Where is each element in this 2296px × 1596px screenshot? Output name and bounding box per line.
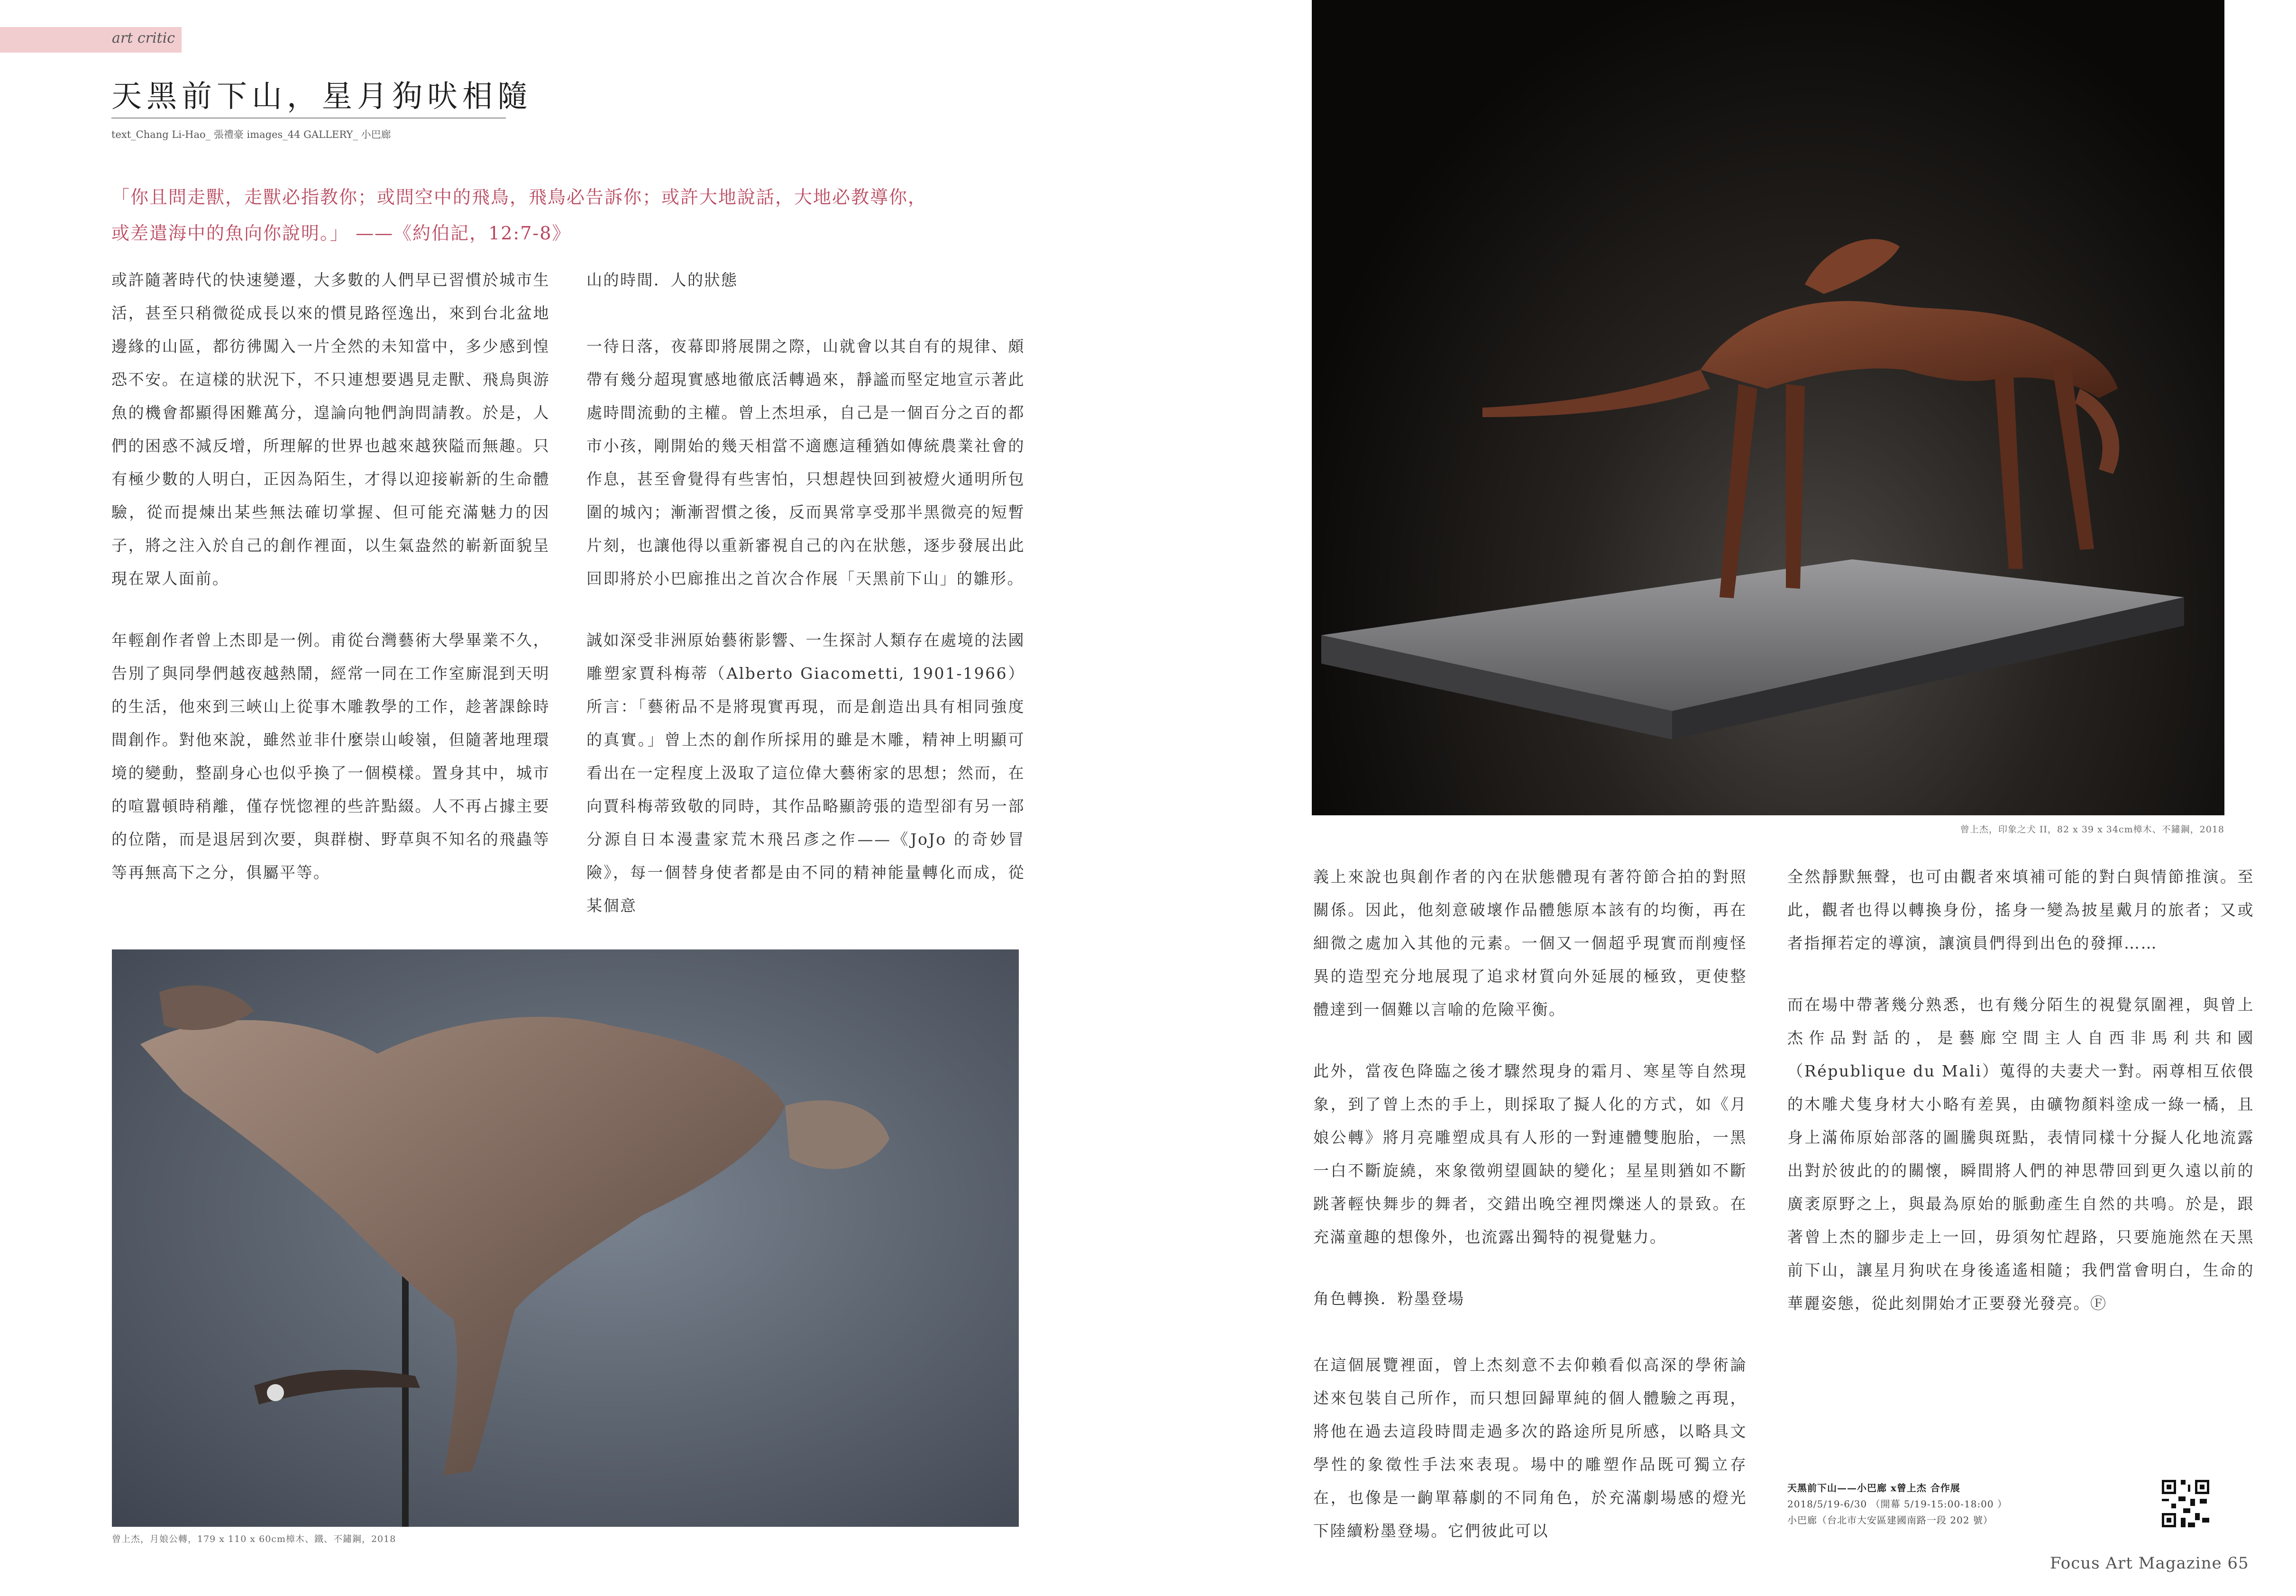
paragraph: 在這個展覽裡面，曾上杰刻意不去仰賴看似高深的學術論述來包裝自己所作，而只想回歸單純的個人體驗之再現，將他在過去這段時間走過多次的路途所見所感，以略具文學性的象徵性手法來表現。場中的雕塑作品既可獨立存在，也像是一齣單幕劇的不同角色，於充滿劇場感的燈光下陸續粉墨登場。它們彼此可以: [1313, 1356, 1747, 1540]
paragraph: 誠如深受非洲原始藝術影響、一生探討人類存在處境的法國雕塑家賈科梅蒂（Alberto Giacometti, 1901-1966）所言：「藝術品不是將現實再現，而是創造出具有相同強度的真實。」曾上杰的創作所採用的雖是木雕，精神上明顯可看出在一定程度上汲取了這位偉大藝術家的思想；然而，在向賈科梅蒂致敬的同時，其作品略顯誇張的造型卻有另一部分源自日本漫畫家荒木飛呂彥之作——《JoJo 的奇妙冒險》，每一個替身使者都是由不同的精神能量轉化而成，從某個意: [586, 631, 1025, 915]
paragraph: 全然靜默無聲，也可由觀者來填補可能的對白與情節推演。至此，觀者也得以轉換身份，搖身一變為披星戴月的旅者；又或者指揮若定的導演，讓演員們得到出色的發揮……: [1787, 867, 2254, 952]
body-column-2: [586, 264, 1025, 951]
epigraph-line-1: 「你且問走獸，走獸必指教你；或問空中的飛鳥，飛鳥必告訴你；或許大地說話，大地必教導你，: [111, 187, 927, 208]
exhibition-info: [1787, 1480, 2007, 1528]
exhibition-title: 天黑前下山——小巴廊 x曾上杰 合作展: [1787, 1482, 1960, 1494]
exhibition-dates: 2018/5/19-6/30 （開幕 5/19-15:00-18:00 ）: [1787, 1498, 2007, 1510]
epigraph: [111, 179, 1034, 251]
page-footer: Focus Art Magazine 65: [2050, 1554, 2249, 1573]
paragraph: 義上來說也與創作者的內在狀態體現有著符節合拍的對照關係。因此，他刻意破壞作品體態原本該有的均衡，再在細微之處加入其他的元素。一個又一個超乎現實而削瘦怪異的造型充分地展現了追求材質向外延展的極致，更使整體達到一個難以言喻的危險平衡。: [1313, 867, 1747, 1019]
exhibition-venue: 小巴廊（台北市大安區建國南路一段 202 號）: [1787, 1514, 1993, 1526]
sculpture-dog-illustration: [1312, 0, 2224, 815]
body-column-1: [111, 264, 550, 918]
paragraph: 一待日落，夜幕即將展開之際，山就會以其自有的規律、頗帶有幾分超現實感地徹底活轉過來，靜謐而堅定地宣示著此處時間流動的主權。曾上杰坦承，自己是一個百分之百的都市小孩，剛開始的幾天相當不適應這種猶如傳統農業社會的作息，甚至會覺得有些害怕，只想趕快回到被燈火通明所包圍的城內；漸漸習慣之後，反而異常享受那半黑微亮的短暫片刻，也讓他得以重新審視自己的內在狀態，逐步發展出此回即將於小巴廊推出之首次合作展「天黑前下山」的雛形。: [586, 337, 1025, 588]
title-divider: [111, 118, 506, 119]
subheading: 角色轉換．粉墨登場: [1313, 1289, 1465, 1308]
photo-caption-dog: 曾上杰，印象之犬 II，82 x 39 x 34cm樟木、不鏽鋼，2018: [1960, 824, 2224, 835]
photo-caption-moon: 曾上杰，月娘公轉，179 x 110 x 60cm樟木、鐵、不鏽鋼，2018: [112, 1534, 396, 1544]
qr-code-icon[interactable]: [2159, 1477, 2212, 1530]
article-credits: text_Chang Li-Hao_ 張禮豪 images_44 GALLERY_ 小巴廊: [111, 129, 391, 140]
body-column-4: [1787, 860, 2254, 1349]
body-column-3: [1313, 860, 1747, 1576]
sculpture-photo-dog: [1312, 0, 2224, 815]
article-title: 天黑前下山，星月狗吠相隨: [111, 79, 532, 114]
sculpture-photo-moon: [112, 949, 1019, 1527]
paragraph: 或許隨著時代的快速變遷，大多數的人們早已習慣於城市生活，甚至只稍微從成長以來的慣見路徑逸出，來到台北盆地邊緣的山區，都彷彿闖入一片全然的未知當中，多少感到惶恐不安。在這樣的狀況下，不只連想要遇見走獸、飛鳥與游魚的機會都顯得困難萬分，遑論向牠們詢問請教。於是，人們的困惑不減反增，所理解的世界也越來越狹隘而無趣。只有極少數的人明白，正因為陌生，才得以迎接嶄新的生命體驗，從而提煉出某些無法確切掌握、但可能充滿魅力的因子，將之注入於自己的創作裡面，以生氣盎然的嶄新面貌呈現在眾人面前。: [111, 271, 550, 588]
paragraph: 而在場中帶著幾分熟悉，也有幾分陌生的視覺氛圍裡，與曾上杰作品對話的，是藝廊空間主人自西非馬利共和國（République du Mali）蒐得的夫妻犬一對。兩尊相互依偎的木雕犬隻身材大小略有差異，由礦物顏料塗成一綠一橘，且身上滿佈原始部落的圖騰與斑點，表情同樣十分擬人化地流露出對於彼此的的關懷，瞬間將人們的神思帶回到更久遠以前的廣袤原野之上，與最為原始的脈動產生自然的共鳴。於是，跟著曾上杰的腳步走上一回，毋須匆忙趕路，只要施施然在天黑前下山，讓星月狗吠在身後遙遙相隨；我們當會明白，生命的華麗姿態，從此刻開始才正要發光發亮。Ⓕ: [1787, 995, 2254, 1313]
paragraph: 年輕創作者曾上杰即是一例。甫從台灣藝術大學畢業不久，告別了與同學們越夜越熱鬧，經常一同在工作室廝混到天明的生活，他來到三峽山上從事木雕教學的工作，趁著課餘時間創作。對他來說，雖然並非什麼崇山峻嶺，但隨著地理環境的變動，整副身心也似乎換了一個模樣。置身其中，城市的喧囂頓時稍離，僅存恍惚裡的些許點綴。人不再占據主要的位階，而是退居到次要，與群樹、野草與不知名的飛蟲等等再無高下之分，俱屬平等。: [111, 631, 550, 882]
sculpture-moon-illustration: [112, 949, 1019, 1527]
section-tag: [0, 27, 182, 53]
section-tag-label: art critic: [112, 30, 175, 46]
epigraph-line-2: 或差遣海中的魚向你說明。」 ——《約伯記，12:7-8》: [111, 223, 571, 244]
paragraph: 此外，當夜色降臨之後才驟然現身的霜月、寒星等自然現象，到了曾上杰的手上，則採取了擬人化的方式，如《月娘公轉》將月亮雕塑成具有人形的一對連體雙胞胎，一黑一白不斷旋繞，來象徵朔望圓缺的變化；星星則猶如不斷跳著輕快舞步的舞者，交錯出晚空裡閃爍迷人的景致。在充滿童趣的想像外，也流露出獨特的視覺魅力。: [1313, 1062, 1747, 1246]
subheading: 山的時間．人的狀態: [586, 271, 738, 289]
